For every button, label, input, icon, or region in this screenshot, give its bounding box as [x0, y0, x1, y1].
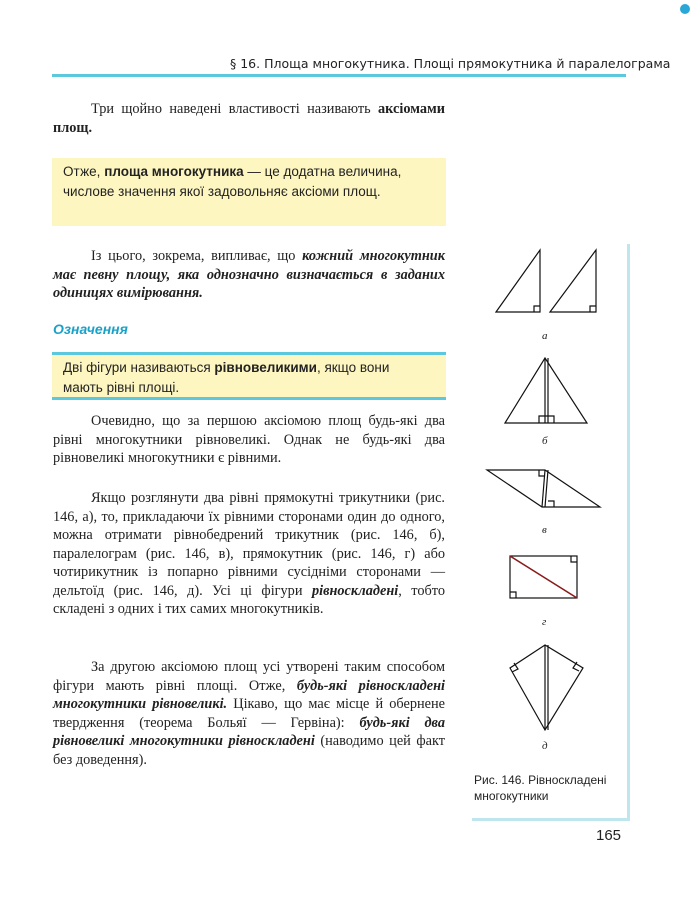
para3-text: Очевидно, що за першою аксіомою площ будь-які два рівні многокутники рівновеликі. Однак не будь-які два рівновеликі многокутники є рівними.: [53, 413, 445, 466]
para2-lead: Із цього, зокрема, випливає, що: [91, 248, 303, 264]
figure-g-rectangle: [510, 556, 577, 598]
para5-emph1: будь-які рівноскладені многокутники рівновеликі.: [53, 677, 445, 712]
para5-rest: (наводимо цей факт без доведення).: [53, 733, 445, 768]
def-rest: , якщо вони мають рівні площі.: [63, 360, 390, 395]
para4-rest: , тобто складені з одних і тих самих многокутників.: [53, 582, 445, 617]
figure-label-b: б: [542, 435, 548, 447]
para5-emph2: будь-які два рівновеликі многокутники рівноскладені: [53, 714, 445, 749]
para1-text: Три щойно наведені властивості називають: [91, 101, 378, 117]
box1-rest: — це додатна величина, числове значення якої задовольняє аксіоми площ.: [63, 164, 402, 199]
figure-v-parallelogram: [487, 470, 600, 507]
def-lead: Дві фігури називаються: [63, 360, 215, 375]
running-header: § 16. Площа многокутника. Площі прямокутника й паралелограма: [230, 56, 671, 71]
figure-label-g: г: [542, 616, 547, 628]
figure-d-kite: [510, 645, 583, 730]
def-bold: рівновеликими: [214, 360, 317, 375]
para4-lead: Якщо розглянути два рівні прямокутні трикутники (рис. 146, а), то, прикладаючи їх рівними сторонами один до одного, можна отримати рівнобедрений трикутник (рис. 146, б), паралелограм (рис. 146, в), прямокутник (рис. 146, г) або чотирикутник із попарно рівними сусідніми сторонами — дельтоїд (рис. 146, д). Усі ці фігури: [53, 490, 445, 599]
para5-lead: За другою аксіомою площ усі утворені таким способом фігури мають рівні площі. Отже,: [53, 659, 445, 694]
figure-b-isosceles-triangle: [505, 358, 587, 423]
definition-heading: Означення: [53, 321, 128, 337]
caption-text: Рівноскладені многокутники: [474, 773, 607, 803]
figure-label-a: а: [542, 330, 548, 342]
box1-lead: Отже,: [63, 164, 105, 179]
page-number: 165: [596, 827, 622, 844]
figure-caption: [474, 772, 624, 804]
para2-emph: кожний многокутник має певну площу, яка однозначно визначається в заданих одиницях вимірювання.: [53, 248, 445, 301]
figure-label-d: д: [542, 740, 548, 752]
figure-a-triangles: [496, 250, 596, 312]
para1-bold: аксіомами площ.: [53, 101, 445, 136]
para4-emph: рівноскладені: [311, 582, 399, 599]
box1-bold: площа многокутника: [104, 164, 244, 179]
figure-label-v: в: [542, 524, 547, 536]
caption-prefix: Рис. 146.: [474, 773, 525, 787]
para5-mid: Цікаво, що має місце й обернене твердження (теорема Больяї — Гервіна):: [53, 696, 445, 731]
